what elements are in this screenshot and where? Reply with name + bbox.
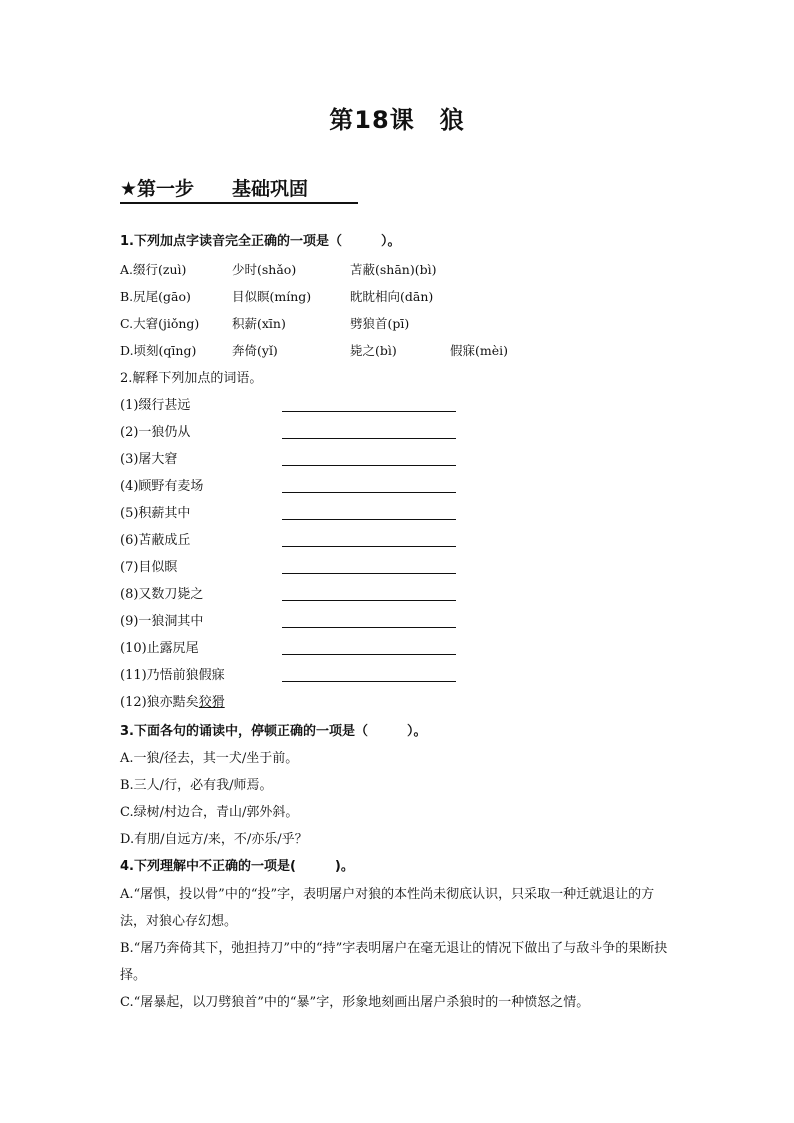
q1-option-b-word2: 目似瞑(míng) xyxy=(232,289,312,304)
q1-option-a: A.缀行(zuì) xyxy=(120,262,187,277)
answer-blank[interactable] xyxy=(282,681,456,682)
q1-option-c: C.大窘(jiǒng) xyxy=(120,316,200,331)
q3-option-d: D.有朋/自远方/来，不/亦乐/乎？ xyxy=(120,832,308,847)
q1-option-b: B.尻尾(gāo) xyxy=(120,289,191,304)
q4-option-b: B.“屠乃奔倚其下，弛担持刀”中的“持”字表明屠户在毫无退让的情况下做出了与敌斗争的果断抉择。 xyxy=(120,941,668,983)
q4-option-a: A.“屠惧，投以骨”中的“投”字，表明屠户对狼的本性尚未彻底认识，只采取一种迁就退让的方法，对狼心存幻想。 xyxy=(120,887,655,929)
q2-item: (10)止露尻尾 xyxy=(120,641,199,656)
q2-item-last-underlined: 狡猾 xyxy=(198,695,225,710)
q1-option-a-word3: 苫蔽(shān)(bì) xyxy=(350,262,437,277)
q2-item: (2)一狼仍从 xyxy=(120,425,191,440)
q3-option-a: A.一狼/径去，其一犬/坐于前。 xyxy=(120,751,299,766)
q2-item: (3)屠大窘 xyxy=(120,452,178,467)
q2-item: (7)目似瞑 xyxy=(120,560,178,575)
q1-option-a-word2: 少时(shǎo) xyxy=(232,262,297,277)
q1-option-d-word3: 毙之(bì) xyxy=(350,343,397,358)
q1-option-b-word3: 眈眈相向(dān) xyxy=(350,289,434,304)
q2-item: (11)乃悟前狼假寐 xyxy=(120,668,225,683)
q4-option-c: C.“屠暴起，以刀劈狼首”中的“暴”字，形象地刻画出屠户杀狼时的一种愤怒之情。 xyxy=(120,995,590,1010)
q1-option-d: D.顷刻(qīng) xyxy=(120,343,197,358)
answer-blank[interactable] xyxy=(282,573,456,574)
question-2-stem: 2.解释下列加点的词语。 xyxy=(120,371,263,386)
question-3-stem: 3.下面各句的诵读中，停顿正确的一项是（ ）。 xyxy=(120,724,427,739)
answer-blank[interactable] xyxy=(282,519,456,520)
q2-item: (1)缀行甚远 xyxy=(120,398,191,413)
q1-option-d-word4: 假寐(mèi) xyxy=(450,343,509,358)
answer-blank[interactable] xyxy=(282,465,456,466)
q2-item: (9)一狼洞其中 xyxy=(120,614,204,629)
q2-item-last-prefix: (12)狼亦黠矣 xyxy=(120,695,199,710)
answer-blank[interactable] xyxy=(282,600,456,601)
answer-blank[interactable] xyxy=(282,438,456,439)
q1-option-d-word2: 奔倚(yǐ) xyxy=(232,343,278,358)
answer-blank[interactable] xyxy=(282,492,456,493)
q2-item: (4)顾野有麦场 xyxy=(120,479,204,494)
question-4-stem: 4.下列理解中不正确的一项是( )。 xyxy=(120,859,354,874)
answer-blank[interactable] xyxy=(282,546,456,547)
q2-item-last xyxy=(120,694,225,712)
q3-option-c: C.绿树/村边合，青山/郭外斜。 xyxy=(120,805,299,820)
q2-item: (8)又数刀毙之 xyxy=(120,587,204,602)
question-1-stem: 1.下列加点字读音完全正确的一项是（ ）。 xyxy=(120,234,401,249)
q1-option-c-word3: 劈狼首(pī) xyxy=(350,316,410,331)
answer-blank[interactable] xyxy=(282,654,456,655)
q2-item: (6)苫蔽成丘 xyxy=(120,533,191,548)
answer-blank[interactable] xyxy=(282,627,456,628)
answer-blank[interactable] xyxy=(282,411,456,412)
q3-option-b: B.三人/行，必有我/师焉。 xyxy=(120,778,273,793)
q1-option-c-word2: 积薪(xīn) xyxy=(232,316,286,331)
section-heading: ★第一步 基础巩固 xyxy=(120,174,358,204)
q2-item: (5)积薪其中 xyxy=(120,506,191,521)
lesson-title: 第18课 狼 xyxy=(329,106,465,134)
